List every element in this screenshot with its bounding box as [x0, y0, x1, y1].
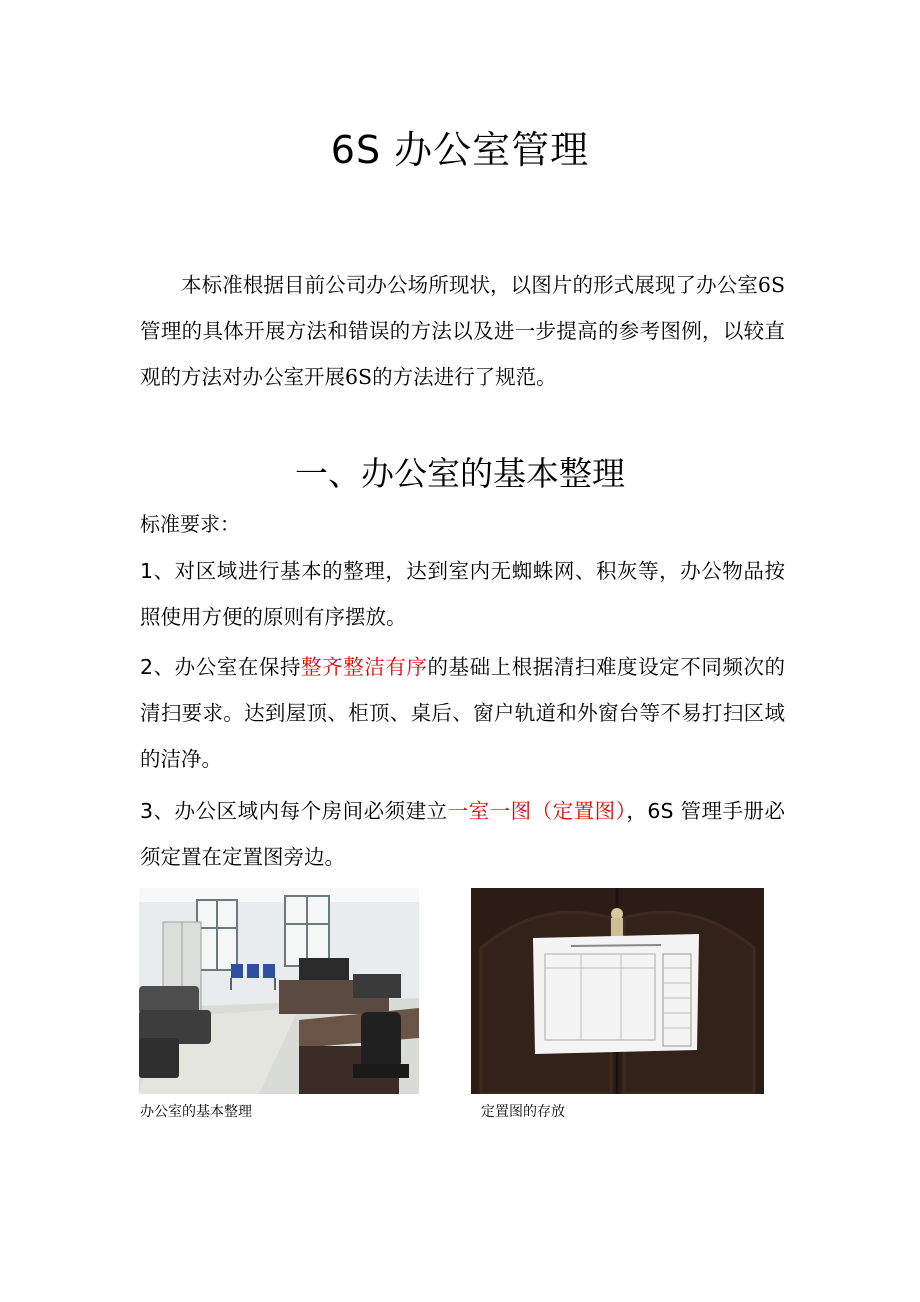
requirement-item-2 [140, 644, 785, 782]
item-2-text-start: 2、办公室在保持 [140, 655, 302, 679]
item-3-text-end: ，6S 管理手册必须定置在定置图旁边。 [140, 799, 786, 869]
office-illustration [139, 888, 419, 1094]
page-title: 6S 办公室管理 [330, 128, 590, 172]
floor-plan-photo [471, 888, 764, 1094]
item-2-text-end: 的基础上根据清扫难度设定不同频次的清扫要求。达到屋顶、柜顶、桌后、窗户轨道和外窗台等不易打扫区域的洁净。 [140, 655, 786, 771]
requirements-label: 标准要求： [140, 512, 240, 536]
requirement-item-1: 1、对区域进行基本的整理，达到室内无蜘蛛网、积灰等，办公物品按照使用方便的原则有序摆放。 [140, 559, 785, 629]
item-3-text-start: 3、办公区域内每个房间必须建立 [140, 799, 448, 823]
floor-plan-photo-caption: 定置图的存放 [481, 1104, 565, 1120]
section-heading: 一、办公室的基本整理 [295, 454, 625, 493]
office-photo [139, 888, 419, 1094]
item-2-highlight: 整齐整洁有序 [301, 655, 428, 679]
item-3-highlight: 一室一图（定置图） [447, 799, 627, 823]
office-photo-caption: 办公室的基本整理 [140, 1104, 252, 1120]
door-illustration [471, 888, 764, 1094]
intro-paragraph: 本标准根据目前公司办公场所现状，以图片的形式展现了办公室6S管理的具体开展方法和错误的方法以及进一步提高的参考图例，以较直观的方法对办公室开展6S的方法进行了规范。 [140, 273, 785, 389]
requirement-item-3 [140, 788, 785, 880]
